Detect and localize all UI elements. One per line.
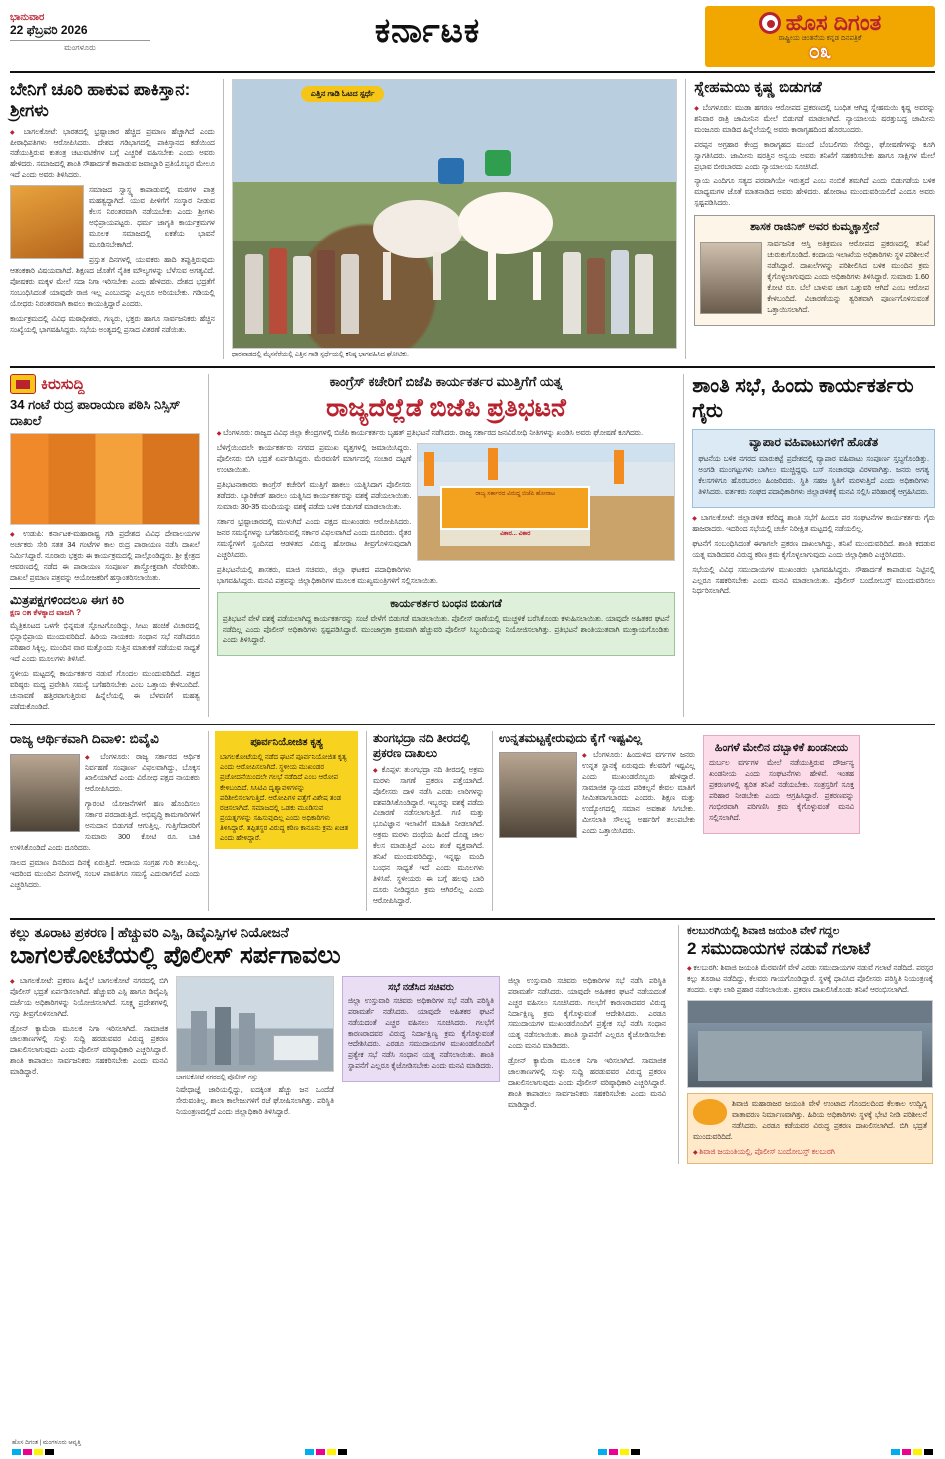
brand-logo [705, 6, 935, 67]
flag-shape [488, 448, 498, 480]
bottom-col-4 [508, 976, 666, 1122]
left-story-body-1: ◆ ಬಾಗಲಕೋಟೆ: ಭಾರತದಲ್ಲಿ ಭ್ರಷ್ಟಾಚಾರ ಹೆಚ್ಚಿದ ಪ್ರಮಾಣ ಹೆಚ್ಚಾಗಿದೆ ಎಂದು ಪೀಠಾಧಿಪತಿಗಳು ಆರೋಪಿಸಿದರು. ದೇಶದ ಗಡಿಭಾಗದಲ್ಲಿ ಪಾಕಿಸ್ತಾನದ ಕಡೆಯಿಂದ ನಡೆಯುತ್ತಿರುವ ಕುತಂತ್ರ ಚಟುವಟಿಕೆಗಳ ಬಗ್ಗೆ ಎಚ್ಚರಿಕೆ ವಹಿಸಬೇಕು ಎಂದು ಅವರು ಹೇಳಿದರು. ಸಮಾಜದಲ್ಲಿ ಶಾಂತಿ ಸೌಹಾರ್ದತೆ ಕಾಪಾಡುವ ಜವಾಬ್ದಾರಿ ಪ್ರತಿಯೊಬ್ಬರ ಮೇಲೂ ಇದೆ ಎಂದು ಅವರು ತಿಳಿಸಿದರು. [10, 127, 215, 182]
bottom-section [10, 918, 935, 1164]
lead-photo [232, 79, 678, 349]
bottom-body-5: ಡ್ರೋನ್ ಕ್ಯಾಮೆರಾ ಮೂಲಕ ನಿಗಾ ಇರಿಸಲಾಗಿದೆ. ಸಾಮಾಜಿಕ ಜಾಲತಾಣಗಳಲ್ಲಿ ಸುಳ್ಳು ಸುದ್ದಿ ಹರಡುವವರ ವಿರುದ್ಧ ಪ್ರಕರಣ ದಾಖಲಿಸಲಾಗುವುದು ಎಂದು ಪೊಲೀಸ್ ವರಿಷ್ಠಾಧಿಕಾರಿ ಎಚ್ಚರಿಸಿದ್ದಾರೆ. ಶಾಂತಿ ಕಾಪಾಡಲು ಸಾರ್ವಜನಿಕರು ಸಹಕರಿಸಬೇಕು ಎಂದು ಮನವಿ ಮಾಡಿದ್ದಾರೆ. [508, 1056, 666, 1110]
left-story-body-4: ಕಾರ್ಯಕ್ರಮದಲ್ಲಿ ವಿವಿಧ ಮಠಾಧೀಶರು, ಗಣ್ಯರು, ಭಕ್ತರು ಹಾಗೂ ಸಾರ್ವಜನಿಕರು ಹೆಚ್ಚಿನ ಸಂಖ್ಯೆಯಲ್ಲಿ ಭಾಗವಹಿಸಿದ್ದರು. ಸಭೆಯ ಅಂತ್ಯದಲ್ಲಿ ಪ್ರಸಾದ ವಿತರಣೆ ನಡೆಯಿತು. [10, 313, 215, 334]
brand-name: ಹೊಸ ದಿಗಂತ [785, 10, 882, 35]
lower-4-pink-text: ದುರ್ಬಲ ವರ್ಗಗಳ ಮೇಲೆ ನಡೆಯುತ್ತಿರುವ ದೌರ್ಜನ್ಯ ಖಂಡನೀಯ ಎಂದು ಸಂಘಟನೆಗಳು ಹೇಳಿವೆ. ಇಂತಹ ಪ್ರಕರಣಗಳಲ್ಲಿ ತ್ವರಿತ ತನಿಖೆ ನಡೆಯಬೇಕು. ಸಂತ್ರಸ್ತರಿಗೆ ಸೂಕ್ತ ಪರಿಹಾರ ನೀಡಬೇಕು ಎಂದು ಆಗ್ರಹಿಸಿದ್ದಾರೆ. ಪ್ರಕರಣವನ್ನು ಗಂಭೀರವಾಗಿ ಪರಿಗಣಿಸಿ ಕ್ರಮ ಕೈಗೊಳ್ಳುವಂತೆ ಮನವಿ ಸಲ್ಲಿಸಲಾಗಿದೆ. [709, 757, 854, 822]
crowd-figure [563, 252, 581, 334]
mid-right-body-3: ಸಭೆಯಲ್ಲಿ ವಿವಿಧ ಸಮುದಾಯಗಳ ಮುಖಂಡರು ಭಾಗವಹಿಸಿದ್ದರು. ಸೌಹಾರ್ದತೆ ಕಾಪಾಡುವ ನಿಟ್ಟಿನಲ್ಲಿ ಎಲ್ಲರೂ ಸಹಕರಿಸಬೇಕು ಎಂದು ಮನವಿ ಮಾಡಲಾಯಿತು. ಪೊಲೀಸ್ ಬಂದೋಬಸ್ತ್ ಮುಂದುವರಿಸಲು ನಿರ್ಧರಿಸಲಾಗಿದೆ. [692, 564, 935, 596]
rider-figure [485, 150, 511, 176]
lower-3-body: ◆ ಕೊಪ್ಪಳ: ತುಂಗಭದ್ರಾ ನದಿ ತೀರದಲ್ಲಿ ಅಕ್ರಮ ಮರಳು ಸಾಗಣೆ ಪ್ರಕರಣ ಪತ್ತೆಯಾಗಿದೆ. ಪೊಲೀಸರು ದಾಳಿ ನಡೆಸಿ ಎರಡು ಲಾರಿಗಳನ್ನು ವಶಪಡಿಸಿಕೊಂಡಿದ್ದಾರೆ. ಇಬ್ಬರನ್ನು ವಶಕ್ಕೆ ಪಡೆದು ವಿಚಾರಣೆ ನಡೆಸಲಾಗುತ್ತಿದೆ. ಗಣಿ ಮತ್ತು ಭೂವಿಜ್ಞಾನ ಇಲಾಖೆಗೆ ಮಾಹಿತಿ ನೀಡಲಾಗಿದೆ. ಅಕ್ರಮ ಮರಳು ದಂಧೆಯ ಹಿಂದೆ ದೊಡ್ಡ ಜಾಲ ಕೆಲಸ ಮಾಡುತ್ತಿದೆ ಎಂಬ ಶಂಕೆ ವ್ಯಕ್ತವಾಗಿದೆ. ತನಿಖೆ ಮುಂದುವರಿದಿದ್ದು, ಇನ್ನಷ್ಟು ಮಂದಿ ಬಂಧನ ಸಾಧ್ಯತೆ ಇದೆ ಎಂದು ಮೂಲಗಳು ತಿಳಿಸಿವೆ. ಸ್ಥಳೀಯರು ಈ ಬಗ್ಗೆ ಹಲವು ಬಾರಿ ದೂರು ನೀಡಿದ್ದರೂ ಕ್ರಮ ಆಗಿರಲಿಲ್ಲ ಎಂದು ಆರೋಪಿಸಿದ್ದಾರೆ. [373, 765, 484, 907]
mid-left-sub-body: ಮೈತ್ರಿಕೂಟದ ಒಳಗೇ ಭಿನ್ನಮತ ಸ್ಫೋಟಗೊಂಡಿದ್ದು, ಸೀಟು ಹಂಚಿಕೆ ವಿಚಾರದಲ್ಲಿ ಭಿನ್ನಾಭಿಪ್ರಾಯ ಮುಂದುವರಿದಿದೆ. ಹಿರಿಯ ನಾಯಕರು ಸಂಧಾನ ಸಭೆ ನಡೆಸಿದರೂ ಪರಿಹಾರ ಸಿಕ್ಕಿಲ್ಲ. ಮುಂದಿನ ವಾರ ಮತ್ತೊಂದು ಸುತ್ತಿನ ಮಾತುಕತೆ ನಡೆಯುವ ಸಾಧ್ಯತೆ ಇದೆ ಎಂದು ಮೂಲಗಳು ತಿಳಿಸಿವೆ. [10, 621, 200, 663]
bottom-photo-caption: ಬಾಗಲಕೋಟೆ ನಗರದಲ್ಲಿ ಪೊಲೀಸ್ ಗಸ್ತು [176, 1073, 258, 1081]
crowd-figure [611, 250, 629, 334]
lower-2-box-text: ಬಾಗಲಕೋಟೆಯಲ್ಲಿ ನಡೆದ ಘಟನೆ ಪೂರ್ವನಿಯೋಜಿತ ಕೃತ್ಯ ಎಂದು ಆರೋಪಿಸಲಾಗಿದೆ. ಸ್ಥಳೀಯ ಮುಖಂಡರ ಪ್ರಚೋದನೆಯಿಂದಲೇ ಗಲಭೆ ನಡೆದಿದೆ ಎಂಬ ಆರೋಪ ಕೇಳಿಬಂದಿದೆ. ಸಿಸಿಟಿವಿ ದೃಶ್ಯಾವಳಿಗಳನ್ನು ಪರಿಶೀಲಿಸಲಾಗುತ್ತಿದೆ. ಆರೋಪಿಗಳ ಪತ್ತೆಗೆ ವಿಶೇಷ ತಂಡ ರಚಿಸಲಾಗಿದೆ. ಸಮಾಜದಲ್ಲಿ ಒಡಕು ಮೂಡಿಸುವ ಪ್ರಯತ್ನಗಳನ್ನು ಸಹಿಸುವುದಿಲ್ಲ ಎಂದು ಅಧಿಕಾರಿಗಳು ತಿಳಿಸಿದ್ದಾರೆ. ತಪ್ಪಿತಸ್ಥರ ವಿರುದ್ಧ ಕಠಿಣ ಕಾನೂನು ಕ್ರಮ ಖಚಿತ ಎಂದು ಹೇಳಿದ್ದಾರೆ. [220, 754, 349, 843]
mid-right-body-2: ಘಟನೆಗೆ ಸಂಬಂಧಿಸಿದಂತೆ ಈಗಾಗಲೇ ಪ್ರಕರಣ ದಾಖಲಾಗಿದ್ದು, ತನಿಖೆ ಮುಂದುವರಿದಿದೆ. ಶಾಂತಿ ಕದಡುವ ಯತ್ನ ಮಾಡಿದವರ ವಿರುದ್ಧ ಕಠಿಣ ಕ್ರಮ ಕೈಗೊಳ್ಳಲಾಗುವುದು ಎಂದು ಜಿಲ್ಲಾಧಿಕಾರಿ ಎಚ್ಚರಿಸಿದರು. [692, 538, 935, 559]
person-portrait [700, 242, 762, 314]
lower-col-2 [208, 731, 358, 911]
lower-2-box [215, 731, 358, 850]
crowd-figure [293, 256, 311, 334]
mid-center-body-3: ಪ್ರತಿಭಟನಾಕಾರರು ಕಾಂಗ್ರೆಸ್ ಕಚೇರಿಗೆ ಮುತ್ತಿಗೆ ಹಾಕಲು ಯತ್ನಿಸಿದಾಗ ಪೊಲೀಸರು ತಡೆದರು. ಬ್ಯಾರಿಕೇಡ್ ಹಾರಲು ಯತ್ನಿಸಿದ ಕಾರ್ಯಕರ್ತರನ್ನು ವಶಕ್ಕೆ ಪಡೆಯಲಾಯಿತು. ಸುಮಾರು 30-35 ಮಂದಿಯನ್ನು ವಶಕ್ಕೆ ಪಡೆದು ಬಳಿಕ ಬಿಡುಗಡೆ ಮಾಡಲಾಯಿತು. [216, 480, 412, 512]
photo-tag: ಎತ್ತಿನ ಗಾಡಿ ಓಟದ ಸ್ಪರ್ಧೆ [301, 86, 385, 102]
right-sub-box-text: ಸಾರ್ವಜನಿಕ ಆಸ್ತಿ ಅತಿಕ್ರಮಣ ಆರೋಪದ ಪ್ರಕರಣದಲ್ಲಿ ತನಿಖೆ ಚುರುಕುಗೊಂಡಿದೆ. ಕಂದಾಯ ಇಲಾಖೆಯ ಅಧಿಕಾರಿಗಳು ಸ್ಥಳ ಪರಿಶೀಲನೆ ನಡೆಸಿದ್ದಾರೆ. ದಾಖಲೆಗಳನ್ನು ಪರಿಶೀಲಿಸಿದ ಬಳಿಕ ಮುಂದಿನ ಕ್ರಮ ಕೈಗೊಳ್ಳಲಾಗುವುದು ಎಂದು ಅಧಿಕಾರಿಗಳು ತಿಳಿಸಿದ್ದಾರೆ. ಸುಮಾರು 1.60 ಕೋಟಿ ರೂ. ಬೆಲೆ ಬಾಳುವ ಜಾಗ ಒತ್ತುವರಿ ಆಗಿದೆ ಎಂಬ ಆರೋಪ ಕೇಳಿಬಂದಿದೆ. ವಿಚಾರಣೆಯನ್ನು ತ್ವರಿತವಾಗಿ ಪೂರ್ಣಗೊಳಿಸುವಂತೆ ಒತ್ತಾಯಿಸಲಾಗಿದೆ. [767, 239, 929, 314]
mid-right-column [683, 374, 935, 716]
lower-col-3 [366, 731, 484, 911]
mid-center-body-1: ◆ ಬೆಂಗಳೂರು: ರಾಜ್ಯದ ವಿವಿಧ ಜಿಲ್ಲಾ ಕೇಂದ್ರಗಳಲ್ಲಿ ಬಿಜೆಪಿ ಕಾರ್ಯಕರ್ತರು ಬೃಹತ್ ಪ್ರತಿಭಟನೆ ನಡೆಸಿದರು. ರಾಜ್ಯ ಸರ್ಕಾರದ ಜನವಿರೋಧಿ ನೀತಿಗಳನ್ನು ಖಂಡಿಸಿ ಅವರು ಘೋಷಣೆ ಕೂಗಿದರು. [217, 428, 675, 439]
right-column [685, 79, 935, 359]
lower-1-body-2: ಗ್ಯಾರಂಟಿ ಯೋಜನೆಗಳಿಗೆ ಹಣ ಹೊಂದಿಸಲು ಸರ್ಕಾರ ಪರದಾಡುತ್ತಿದೆ. ಅಭಿವೃದ್ಧಿ ಕಾಮಗಾರಿಗಳಿಗೆ ಅನುದಾನ ಬಿಡುಗಡೆ ಆಗುತ್ತಿಲ್ಲ. ಗುತ್ತಿಗೆದಾರರಿಗೆ ಸುಮಾರು 300 ಕೋಟಿ ರೂ. ಬಾಕಿ ಉಳಿಸಿಕೊಂಡಿದೆ ಎಂದು ದೂರಿದರು. [10, 799, 200, 853]
mid-center-body-4: ಸರ್ಕಾರ ಭ್ರಷ್ಟಾಚಾರದಲ್ಲಿ ಮುಳುಗಿದೆ ಎಂದು ಪಕ್ಷದ ಮುಖಂಡರು ಆರೋಪಿಸಿದರು. ಜನರ ಸಮಸ್ಯೆಗಳನ್ನು ಬಗೆಹರಿಸುವಲ್ಲಿ ಸರ್ಕಾರ ವಿಫಲವಾಗಿದೆ ಎಂದು ದೂರಿದರು. ರೈತರ ಸಮಸ್ಯೆಗಳಿಗೆ ಸ್ಪಂದಿಸದ ಆಡಳಿತದ ವಿರುದ್ಧ ಹೋರಾಟ ತೀವ್ರಗೊಳಿಸುವುದಾಗಿ ಎಚ್ಚರಿಸಿದರು. [216, 516, 412, 559]
center-column [223, 79, 678, 359]
protest-banner-sub: ವಿಕಾರ... ವಿಕಾರ [440, 530, 590, 546]
bottom-col-2 [176, 976, 334, 1122]
bottom-left [10, 925, 670, 1164]
color-bar-group [891, 1449, 933, 1455]
bottom-right-credit: ◆ ಶಿವಾಜಿ ಜಯಂತಿಯಲ್ಲಿ, ಪೊಲೀಸ್ ಬಂದೋಬಸ್ತ್ ಕಲಬುರಗಿ [693, 1147, 927, 1158]
flag-shape [614, 450, 624, 484]
page-number: ೦೩ [808, 41, 832, 63]
mid-left-sub-headline: ಮಿತ್ರಪಕ್ಷಗಳಿಂದಲೂ ಈಗ ಕಿರಿ [10, 588, 200, 608]
mid-center-column [208, 374, 675, 716]
publication-date: 22 ಫೆಬ್ರವರಿ 2026 [10, 23, 150, 41]
leader-portrait [10, 754, 80, 832]
mid-center-body-2: ಬೆಳಿಗ್ಗೆಯಿಂದಲೇ ಕಾರ್ಯಕರ್ತರು ನಗರದ ಪ್ರಮುಖ ವೃತ್ತಗಳಲ್ಲಿ ಜಮಾಯಿಸಿದ್ದರು. ಪೊಲೀಸರು ಬಿಗಿ ಭದ್ರತೆ ಏರ್ಪಡಿಸಿದ್ದರು. ಮೆರವಣಿಗೆ ಮಾರ್ಗದಲ್ಲಿ ಸಂಚಾರ ದಟ್ಟಣೆ ಉಂಟಾಯಿತು. [216, 443, 412, 475]
mid-left-body: ◆ ಉಡುಪಿ: ಕರ್ನಾಟಕ-ಮಹಾರಾಷ್ಟ್ರ ಗಡಿ ಪ್ರದೇಶದ ವಿವಿಧ ದೇವಾಲಯಗಳ ಅರ್ಚಕರು ಸೇರಿ ಸತತ 34 ಗಂಟೆಗಳ ಕಾಲ ರುದ್ರ ಪಾರಾಯಣ ನಡೆಸಿ ದಾಖಲೆ ನಿರ್ಮಿಸಿದ್ದಾರೆ. ನೂರಾರು ಭಕ್ತರು ಈ ಕಾರ್ಯಕ್ರಮದಲ್ಲಿ ಪಾಲ್ಗೊಂಡಿದ್ದರು. ಶ್ರೀ ಕ್ಷೇತ್ರದ ಆವರಣದಲ್ಲಿ ನಡೆದ ಈ ಪಾರಾಯಣ ಸಂಪೂರ್ಣ ಶಾಸ್ತ್ರೋಕ್ತವಾಗಿ ನೆರವೇರಿತು. ದಾಖಲೆ ಪ್ರಮಾಣ ಪತ್ರವನ್ನು ಆಯೋಜಕರಿಗೆ ಹಸ್ತಾಂತರಿಸಲಾಯಿತು. [10, 529, 200, 584]
bottom-kicker: ಕಲ್ಲು ತೂರಾಟ ಪ್ರಕರಣ | ಹೆಚ್ಚುವರಿ ಎಸ್ಪಿ, ಡಿವೈಎಸ್ಪಿಗಳ ನಿಯೋಜನೆ [10, 924, 289, 940]
bottom-headline: ಬಾಗಲಕೋಟೆಯಲ್ಲಿ ಪೊಲೀಸ್ ಸರ್ಪಗಾವಲು [10, 941, 341, 969]
police-figure [191, 1011, 207, 1065]
right-sub-box-title: ಶಾಸಕ ರಾಜಿನಿಕ್ ಅವರ ಕುಮ್ಮಕ್ಕಾಸ್ತೇನೆ [750, 221, 880, 234]
crowd-figure [587, 258, 605, 334]
bottom-body-4: ಜಿಲ್ಲಾ ಉಸ್ತುವಾರಿ ಸಚಿವರು ಅಧಿಕಾರಿಗಳ ಸಭೆ ನಡೆಸಿ ಪರಿಸ್ಥಿತಿ ಪರಾಮರ್ಶೆ ನಡೆಸಿದರು. ಯಾವುದೇ ಅಹಿತಕರ ಘಟನೆ ನಡೆಯದಂತೆ ಎಚ್ಚರ ವಹಿಸಲು ಸೂಚಿಸಿದರು. ಗಲಭೆಗೆ ಕಾರಣರಾದವರ ವಿರುದ್ಧ ನಿರ್ದಾಕ್ಷಿಣ್ಯ ಕ್ರಮ ಕೈಗೊಳ್ಳುವಂತೆ ಆದೇಶಿಸಿದರು. ಎರಡೂ ಸಮುದಾಯಗಳ ಮುಖಂಡರೊಂದಿಗೆ ಪ್ರತ್ಯೇಕ ಸಭೆ ನಡೆಸಿ ಸಂಧಾನ ಯತ್ನ ನಡೆಸಲಾಯಿತು. ಶಾಂತಿ ಸ್ಥಾಪನೆಗೆ ಎಲ್ಲರೂ ಕೈಜೋಡಿಸಬೇಕು ಎಂದು ಮನವಿ ಮಾಡಿದರು. [508, 975, 666, 1051]
mid-center-sub-box-text: ಪ್ರತಿಭಟನೆ ವೇಳೆ ವಶಕ್ಕೆ ಪಡೆಯಲಾಗಿದ್ದ ಕಾರ್ಯಕರ್ತರನ್ನು ಸಂಜೆ ವೇಳೆಗೆ ಬಿಡುಗಡೆ ಮಾಡಲಾಯಿತು. ಪೊಲೀಸ್ ಠಾಣೆಯಲ್ಲಿ ಮುಚ್ಚಳಿಕೆ ಬರೆಸಿಕೊಂಡು ಕಳುಹಿಸಲಾಯಿತು. ಯಾವುದೇ ಅಹಿತಕರ ಘಟನೆ ನಡೆದಿಲ್ಲ ಎಂದು ಪೊಲೀಸ್ ಅಧಿಕಾರಿಗಳು ಸ್ಪಷ್ಟಪಡಿಸಿದ್ದಾರೆ. ಮುಂಜಾಗ್ರತಾ ಕ್ರಮವಾಗಿ ಹೆಚ್ಚುವರಿ ಪೊಲೀಸ್ ಸಿಬ್ಬಂದಿಯನ್ನು ನಿಯೋಜಿಸಲಾಗಿತ್ತು. ಪ್ರತಿಭಟನೆ ಶಾಂತಿಯುತವಾಗಿ ಮುಕ್ತಾಯಗೊಂಡಿತು ಎಂದು ತಿಳಿಸಿದ್ದಾರೆ. [222, 613, 670, 645]
footer-note: ಹೊಸ ದಿಗಂತ | ಮಂಗಳೂರು ಆವೃತ್ತಿ [12, 1440, 81, 1446]
date-block [10, 6, 150, 53]
brand-tagline: ರಾಷ್ಟ್ರೀಯ ಚಿಂತನೆಯ ಕನ್ನಡ ದಿನಪತ್ರಿಕೆ [778, 35, 862, 42]
rider-figure [438, 158, 464, 184]
mid-left-sub-body-2: ಸ್ಥಳೀಯ ಮಟ್ಟದಲ್ಲಿ ಕಾರ್ಯಕರ್ತರ ನಡುವೆ ಗೊಂದಲ ಮುಂದುವರಿದಿದೆ. ಪಕ್ಷದ ವರಿಷ್ಠರು ಮಧ್ಯ ಪ್ರವೇಶಿಸಿ ಸಮಸ್ಯೆ ಬಗೆಹರಿಸಬೇಕು ಎಂಬ ಒತ್ತಾಯ ಕೇಳಿಬಂದಿದೆ. ಚುನಾವಣೆ ಹತ್ತಿರವಾಗುತ್ತಿರುವ ಹಿನ್ನೆಲೆಯಲ್ಲಿ ಈ ಬೆಳವಣಿಗೆ ಮಹತ್ವ ಪಡೆದುಕೊಂಡಿದೆ. [10, 668, 200, 711]
protest-banner-text: ರಾಜ್ಯ ಸರ್ಕಾರದ ವಿರುದ್ಧ ಬಿಜೆಪಿ ಹೋರಾಟ [475, 491, 556, 498]
bull-leg [533, 252, 541, 300]
bottom-right [678, 925, 933, 1164]
mid-center-sub-box-title: ಕಾರ್ಯಕರ್ತರ ಬಂಧನ ಬಿಡುಗಡೆ [390, 597, 502, 610]
lower-2-box-title: ಪೂರ್ವನಿಯೋಜಿತ ಕೃತ್ಯ [250, 736, 323, 748]
bull-leg [383, 252, 391, 300]
lower-4-headline: ಉನ್ನತಮಟ್ಟಕ್ಕೇರುವುದು ಕೈಗೆ ಇಷ್ಟವಿಲ್ಲ [499, 730, 643, 745]
police-photo [176, 976, 334, 1072]
crowd-figure [269, 248, 287, 334]
lead-photo-caption: ಧಾರವಾಡದಲ್ಲಿ ಮೈಸನೆರೆಯಲ್ಲಿ ಎತ್ತಿನ ಗಾಡಿ ಸ್ಪರ್ಧೆಯಲ್ಲಿ ಕನಿಷ್ಠ ಭಾಗವಹಿಸಿದ ಘೋಟಿಕು. [231, 351, 409, 358]
megaphone-icon [10, 374, 36, 394]
bottom-purple-box [342, 976, 500, 1083]
crowd-figure [635, 254, 653, 334]
police-vehicle [273, 1035, 319, 1061]
sun-icon [759, 12, 781, 34]
mid-right-body-1: ◆ ಬಾಗಲಕೋಟೆ: ಜಿಲ್ಲಾಡಳಿತ ಕರೆದಿದ್ದ ಶಾಂತಿ ಸಭೆಗೆ ಹಿಂದೂ ಪರ ಸಂಘಟನೆಗಳ ಕಾರ್ಯಕರ್ತರು ಗೈರು ಹಾಜರಾದರು. ಇದರಿಂದ ಸಭೆಯಲ್ಲಿ ಚರ್ಚೆ ನಿರೀಕ್ಷಿತ ಮಟ್ಟದಲ್ಲಿ ನಡೆಯಲಿಲ್ಲ. [692, 513, 935, 535]
bottom-body-2: ಡ್ರೋನ್ ಕ್ಯಾಮೆರಾ ಮೂಲಕ ನಿಗಾ ಇರಿಸಲಾಗಿದೆ. ಸಾಮಾಜಿಕ ಜಾಲತಾಣಗಳಲ್ಲಿ ಸುಳ್ಳು ಸುದ್ದಿ ಹರಡುವವರ ವಿರುದ್ಧ ಪ್ರಕರಣ ದಾಖಲಿಸಲಾಗುವುದು ಎಂದು ಪೊಲೀಸ್ ವರಿಷ್ಠಾಧಿಕಾರಿ ಎಚ್ಚರಿಸಿದ್ದಾರೆ. ಶಾಂತಿ ಕಾಪಾಡಲು ಸಾರ್ವಜನಿಕರು ಸಹಕರಿಸಬೇಕು ಎಂದು ಮನವಿ ಮಾಡಿದ್ದಾರೆ. [10, 1023, 168, 1077]
lower-1-body-3: ಸಾಲದ ಪ್ರಮಾಣ ದಿನದಿಂದ ದಿನಕ್ಕೆ ಏರುತ್ತಿದೆ. ಆದಾಯ ಸಂಗ್ರಹ ಗುರಿ ತಲುಪಿಲ್ಲ. ಇದರಿಂದ ಮುಂದಿನ ದಿನಗಳಲ್ಲಿ ಸಂಬಳ ಪಾವತಿಗೂ ಸಮಸ್ಯೆ ಎದುರಾಗಲಿದೆ ಎಂದು ಎಚ್ಚರಿಸಿದರು. [10, 858, 200, 889]
right-sub-box [694, 215, 935, 325]
top-section [10, 79, 935, 359]
clash-photo [687, 1000, 933, 1088]
bull-leg [488, 252, 496, 300]
mid-left-headline: 34 ಗಂಟೆ ರುದ್ರ ಪಾರಾಯಣ ಪಠಿಸಿ ನಿಸ್ಸಿಸ್ ದಾಖಲೆ [10, 397, 181, 429]
mid-right-headline: ಶಾಂತಿ ಸಭೆ, ಹಿಂದು ಕಾರ್ಯಕರ್ತರು ಗೈರು [692, 375, 914, 423]
right-story-body-1: ◆ ಬೆಂಗಳೂರು: ಮುಡಾ ಹಗರಣ ಆರೋಪದ ಪ್ರಕರಣದಲ್ಲಿ ಬಂಧಿತ ಆಗಿದ್ದ ಸ್ನೇಹಮಯಿ ಕೃಷ್ಣ ಅವರನ್ನು ಶನಿವಾರ ರಾತ್ರಿ ಜಾಮೀನಿನ ಮೇಲೆ ಬಿಡುಗಡೆ ಮಾಡಲಾಗಿದೆ. ನ್ಯಾಯಾಲಯ ಷರತ್ತುಬದ್ಧ ಜಾಮೀನು ಮಂಜೂರು ಮಾಡಿದ ಹಿನ್ನೆಲೆಯಲ್ಲಿ ಅವರು ಕಾರಾಗೃಹದಿಂದ ಹೊರಬಂದರು. [694, 103, 935, 136]
protest-banner [440, 486, 590, 530]
page-title: ಕರ್ನಾಟಕ [374, 12, 481, 50]
bottom-body-3: ನಿಷೇಧಾಜ್ಞೆ ಜಾರಿಯಲ್ಲಿದ್ದು, ಐದಕ್ಕಿಂತ ಹೆಚ್ಚು ಜನ ಒಂದೆಡೆ ಸೇರುವಂತಿಲ್ಲ. ಶಾಲಾ ಕಾಲೇಜುಗಳಿಗೆ ರಜೆ ಘೋಷಿಸಲಾಗಿತ್ತು. ಪರಿಸ್ಥಿತಿ ನಿಯಂತ್ರಣದಲ್ಲಿದೆ ಎಂದು ಜಿಲ್ಲಾಧಿಕಾರಿ ತಿಳಿಸಿದ್ದಾರೆ. [176, 1085, 334, 1117]
kirusuddi-label: ಕಿರುಸುದ್ದಿ [41, 375, 85, 393]
crowd-figure [245, 254, 263, 334]
lower-4-pink-title: ಹಿಂಗಳೆ ಮೇಲಿನ ದಬ್ಬಾಳಿಕೆ ಖಂಡನೀಯ [714, 741, 849, 754]
monks-photo [10, 433, 200, 525]
mid-right-box-title: ವ್ಯಾಪಾರ ವಹಿವಾಟುಗಳಿಗೆ ಹೊಡೆತ [749, 435, 879, 450]
bottom-right-box [687, 1093, 933, 1164]
left-story-body-2: ಸಮಾಜದ ಸ್ವಾಸ್ಥ್ಯ ಕಾಪಾಡುವಲ್ಲಿ ಮಠಗಳ ಪಾತ್ರ ಮಹತ್ವದ್ದಾಗಿದೆ. ಯುವ ಪೀಳಿಗೆಗೆ ಸಂಸ್ಕಾರ ನೀಡುವ ಕೆಲಸ ನಿರಂತರವಾಗಿ ನಡೆಯಬೇಕು ಎಂದು ಶ್ರೀಗಳು ಅಭಿಪ್ರಾಯಪಟ್ಟರು. ಧರ್ಮ ಜಾಗೃತಿ ಕಾರ್ಯಕ್ರಮಗಳ ಮೂಲಕ ಸಮಾಜದಲ್ಲಿ ಏಕತೆಯ ಭಾವನೆ ಮೂಡಿಸಬೇಕಾಗಿದೆ. [89, 185, 215, 249]
lower-4-pink-box [703, 735, 860, 834]
mid-right-box [692, 429, 935, 507]
mid-center-kicker: ಕಾಂಗ್ರೆಸ್ ಕಚೇರಿಗೆ ಬಿಜೆಪಿ ಕಾರ್ಯಕರ್ತರ ಮುತ್ತಿಗೆಗೆ ಯತ್ನ [329, 374, 563, 390]
bottom-body-1: ◆ ಬಾಗಲಕೋಟೆ: ಪ್ರಕರಣ ಹಿನ್ನೆಲೆ ಬಾಗಲಕೋಟೆ ನಗರದಲ್ಲಿ ಬಿಗಿ ಪೊಲೀಸ್ ಭದ್ರತೆ ಏರ್ಪಡಿಸಲಾಗಿದೆ. ಹೆಚ್ಚುವರಿ ಎಸ್ಪಿ ಹಾಗೂ ಡಿವೈಎಸ್ಪಿ ದರ್ಜೆಯ ಅಧಿಕಾರಿಗಳನ್ನು ನಿಯೋಜಿಸಲಾಗಿದೆ. ಸೂಕ್ಷ್ಮ ಪ್ರದೇಶಗಳಲ್ಲಿ ಗಸ್ತು ತೀವ್ರಗೊಳಿಸಲಾಗಿದೆ. [10, 976, 168, 1020]
edition-city: ಮಂಗಳೂರು [64, 43, 96, 52]
bottom-col-1 [10, 976, 168, 1122]
crowd-figure [317, 250, 335, 334]
lower-section [10, 724, 935, 911]
bull-shape [458, 192, 553, 254]
saint-photo [10, 185, 84, 259]
lower-4-body: ◆ ಬೆಂಗಳೂರು: ಹಿಂದುಳಿದ ವರ್ಗಗಳ ಜನರು ಉನ್ನತ ಸ್ಥಾನಕ್ಕೆ ಏರುವುದು ಕೆಲವರಿಗೆ ಇಷ್ಟವಿಲ್ಲ ಎಂದು ಮುಖಂಡರೊಬ್ಬರು ಹೇಳಿದ್ದಾರೆ. ಸಾಮಾಜಿಕ ನ್ಯಾಯದ ಪರಿಕಲ್ಪನೆ ಕೇವಲ ಮಾತಿಗೆ ಸೀಮಿತವಾಗಬಾರದು ಎಂದರು. ಶಿಕ್ಷಣ ಮತ್ತು ಉದ್ಯೋಗದಲ್ಲಿ ಸಮಾನ ಅವಕಾಶ ಸಿಗಬೇಕು. ಮೀಸಲಾತಿ ಸೌಲಭ್ಯ ಅರ್ಹರಿಗೆ ತಲುಪಬೇಕು ಎಂದು ಒತ್ತಾಯಿಸಿದರು. [499, 750, 695, 838]
crowd-figure [341, 254, 359, 334]
left-story-headline: ಬೇನಿಗೆ ಚೂರಿ ಹಾಕುವ ಪಾಕಿಸ್ತಾನ: ಶ್ರೀಗಳು [10, 80, 191, 121]
lower-col-1 [10, 731, 200, 911]
mid-left-sub-kicker: ಕ್ಷಣ ೦೫ ಕೆಳಕ್ಕಾದ ವಾಜಗಿ ? [10, 608, 82, 618]
right-story-body-2: ಪರಪ್ಪನ ಅಗ್ರಹಾರ ಕೇಂದ್ರ ಕಾರಾಗೃಹದ ಮುಂದೆ ಬೆಂಬಲಿಗರು ಸೇರಿದ್ದು, ಘೋಷಣೆಗಳನ್ನು ಕೂಗಿ ಸ್ವಾಗತಿಸಿದರು. ಜಾಮೀನು ಷರತ್ತಿನ ಅನ್ವಯ ಅವರು ತನಿಖೆಗೆ ಸಹಕರಿಸಬೇಕು ಹಾಗೂ ಸಾಕ್ಷಿಗಳ ಮೇಲೆ ಪ್ರಭಾವ ಬೀರಬಾರದು ಎಂದು ನ್ಯಾಯಾಲಯ ಸೂಚಿಸಿದೆ. [694, 139, 935, 171]
right-story-body-3: ನ್ಯಾಯ ಎಂದಿಗೂ ಸತ್ಯದ ಪರವಾಗಿಯೇ ಇರುತ್ತದೆ ಎಂಬ ನಂಬಿಕೆ ತಮಗಿದೆ ಎಂದು ಬಿಡುಗಡೆಯ ಬಳಿಕ ಮಾಧ್ಯಮಗಳ ಜೊತೆ ಮಾತನಾಡಿದ ಅವರು ಹೇಳಿದರು. ಹೋರಾಟ ಮುಂದುವರಿಯಲಿದೆ ಎಂದೂ ಅವರು ಸ್ಪಷ್ಟಪಡಿಸಿದರು. [694, 176, 935, 208]
protest-photo [417, 443, 675, 561]
left-story-body-3: ಪ್ರಸ್ತುತ ದಿನಗಳಲ್ಲಿ ಯುವಕರು ಹಾದಿ ತಪ್ಪುತ್ತಿರುವುದು ಆತಂಕಕಾರಿ ವಿಷಯವಾಗಿದೆ. ಶಿಕ್ಷಣದ ಜೊತೆಗೆ ನೈತಿಕ ಮೌಲ್ಯಗಳನ್ನು ಬೆಳೆಸುವ ಅಗತ್ಯವಿದೆ. ಪೋಷಕರು ಮಕ್ಕಳ ಮೇಲೆ ಸದಾ ನಿಗಾ ಇರಿಸಬೇಕು ಎಂದು ಹೇಳಿದರು. ದೇಶದ ಭದ್ರತೆಗೆ ಸಂಬಂಧಿಸಿದಂತೆ ಯಾವುದೇ ರಾಜಿ ಇಲ್ಲ ಎಂಬುದನ್ನು ಎಲ್ಲರೂ ಅರಿಯಬೇಕು. ಗಡಿಯಲ್ಲಿ ಯೋಧರು ನಿರಂತರವಾಗಿ ಕಾವಲು ಕಾಯುತ್ತಿದ್ದಾರೆ ಎಂದರು. [10, 254, 215, 308]
speaker-portrait [499, 752, 577, 838]
bottom-right-kicker: ಕಲಬುರಗಿಯಲ್ಲಿ ಶಿವಾಜಿ ಜಯಂತಿ ವೇಳೆ ಗದ್ದಲ [687, 924, 840, 937]
bull-shape [373, 200, 463, 258]
masthead [10, 6, 935, 73]
bottom-col-3 [342, 976, 500, 1122]
mid-center-headline: ರಾಜ್ಯದೆಲ್ಲೆಡೆ ಬಿಜೆಪಿ ಪ್ರತಿಭಟನೆ [326, 394, 566, 423]
bottom-right-box-text: ಶಿವಾಜಿ ಮಹಾರಾಜರ ಜಯಂತಿ ವೇಳೆ ಉಂಟಾದ ಗೊಂದಲದಿಂದ ಕೆಲಕಾಲ ಉದ್ವಿಗ್ನ ವಾತಾವರಣ ನಿರ್ಮಾಣವಾಗಿತ್ತು. ಹಿರಿಯ ಅಧಿಕಾರಿಗಳು ಸ್ಥಳಕ್ಕೆ ಭೇಟಿ ನೀಡಿ ಪರಿಶೀಲನೆ ನಡೆಸಿದರು. ಎರಡೂ ಕಡೆಯವರ ವಿರುದ್ಧ ಪ್ರಕರಣ ದಾಖಲಿಸಲಾಗಿದೆ. ಬಿಗಿ ಭದ್ರತೆ ಮುಂದುವರಿದಿದೆ. [693, 1099, 927, 1141]
color-bar-group [305, 1449, 347, 1455]
mid-right-box-text: ಘಟನೆಯ ಬಳಿಕ ನಗರದ ಮಾರುಕಟ್ಟೆ ಪ್ರದೇಶದಲ್ಲಿ ವ್ಯಾಪಾರ ವಹಿವಾಟು ಸಂಪೂರ್ಣ ಸ್ತಬ್ಧಗೊಂಡಿತ್ತು. ಅಂಗಡಿ ಮುಂಗಟ್ಟುಗಳು ಬಾಗಿಲು ಮುಚ್ಚಿದ್ದವು. ಬಸ್ ಸಂಚಾರವೂ ವಿರಳವಾಗಿತ್ತು. ಜನರು ಅಗತ್ಯ ಕೆಲಸಗಳಿಗೂ ಹೊರಬರಲು ಹಿಂಜರಿದರು. ಸ್ಥಿತಿ ಸಹಜ ಸ್ಥಿತಿಗೆ ಮರಳುತ್ತಿದೆ ಎಂದು ಅಧಿಕಾರಿಗಳು ತಿಳಿಸಿದರು. ವರ್ತಕರು ಸಂಘದ ಪದಾಧಿಕಾರಿಗಳು ಜಿಲ್ಲಾಡಳಿತಕ್ಕೆ ಮನವಿ ಸಲ್ಲಿಸಿ ಪರಿಹಾರಕ್ಕೆ ಆಗ್ರಹಿಸಿದರು. [698, 454, 929, 496]
color-registration-bars [0, 1449, 945, 1455]
color-bar-group [598, 1449, 640, 1455]
bottom-right-headline: 2 ಸಮುದಾಯಗಳ ನಡುವೆ ಗಲಾಟೆ [687, 938, 871, 958]
mid-center-sub-box [217, 592, 675, 657]
lower-1-body-1: ◆ ಬೆಂಗಳೂರು: ರಾಜ್ಯ ಸರ್ಕಾರದ ಆರ್ಥಿಕ ನಿರ್ವಹಣೆ ಸಂಪೂರ್ಣ ವಿಫಲವಾಗಿದ್ದು, ಬೊಕ್ಕಸ ಖಾಲಿಯಾಗಿದೆ ಎಂದು ವಿರೋಧ ಪಕ್ಷದ ನಾಯಕರು ಆರೋಪಿಸಿದರು. [10, 752, 200, 796]
flag-shape [424, 452, 434, 486]
mid-left-column [10, 374, 200, 716]
bottom-purple-title: ಸಭೆ ನಡೆಸಿದ ಸಚಿವರು [388, 981, 454, 993]
bull-leg [433, 252, 441, 300]
police-figure [215, 1007, 231, 1065]
mid-center-body-5: ಪ್ರತಿಭಟನೆಯಲ್ಲಿ ಶಾಸಕರು, ಮಾಜಿ ಸಚಿವರು, ಜಿಲ್ಲಾ ಘಟಕದ ಪದಾಧಿಕಾರಿಗಳು ಭಾಗವಹಿಸಿದ್ದರು. ಮನವಿ ಪತ್ರವನ್ನು ಜಿಲ್ಲಾಧಿಕಾರಿಗಳ ಮೂಲಕ ಮುಖ್ಯಮಂತ್ರಿಗಳಿಗೆ ಸಲ್ಲಿಸಲಾಯಿತು. [216, 564, 438, 585]
police-figure [239, 1013, 255, 1065]
day-of-week: ಭಾನುವಾರ [10, 12, 45, 23]
lower-col-4 [492, 731, 860, 911]
right-story-headline: ಸ್ನೇಹಮಯಿ ಕೃಷ್ಣ ಬಿಡುಗಡೆ [694, 79, 822, 96]
bottom-purple-text: ಜಿಲ್ಲಾ ಉಸ್ತುವಾರಿ ಸಚಿವರು ಅಧಿಕಾರಿಗಳ ಸಭೆ ನಡೆಸಿ ಪರಿಸ್ಥಿತಿ ಪರಾಮರ್ಶೆ ನಡೆಸಿದರು. ಯಾವುದೇ ಅಹಿತಕರ ಘಟನೆ ನಡೆಯದಂತೆ ಎಚ್ಚರ ವಹಿಸಲು ಸೂಚಿಸಿದರು. ಗಲಭೆಗೆ ಕಾರಣರಾದವರ ವಿರುದ್ಧ ನಿರ್ದಾಕ್ಷಿಣ್ಯ ಕ್ರಮ ಕೈಗೊಳ್ಳುವಂತೆ ಆದೇಶಿಸಿದರು. ಎರಡೂ ಸಮುದಾಯಗಳ ಮುಖಂಡರೊಂದಿಗೆ ಪ್ರತ್ಯೇಕ ಸಭೆ ನಡೆಸಿ ಸಂಧಾನ ಯತ್ನ ನಡೆಸಲಾಯಿತು. ಶಾಂತಿ ಸ್ಥಾಪನೆಗೆ ಎಲ್ಲರೂ ಕೈಜೋಡಿಸಬೇಕು ಎಂದು ಮನವಿ ಮಾಡಿದರು. [348, 995, 494, 1071]
left-column [10, 79, 215, 359]
bottom-right-body: ◆ ಕಲಬುರಗಿ: ಶಿವಾಜಿ ಜಯಂತಿ ಮೆರವಣಿಗೆ ವೇಳೆ ಎರಡು ಸಮುದಾಯಗಳ ನಡುವೆ ಗಲಾಟೆ ನಡೆದಿದೆ. ಪರಸ್ಪರ ಕಲ್ಲು ತೂರಾಟ ನಡೆದಿದ್ದು, ಕೆಲವರು ಗಾಯಗೊಂಡಿದ್ದಾರೆ. ಸ್ಥಳಕ್ಕೆ ಧಾವಿಸಿದ ಪೊಲೀಸರು ಪರಿಸ್ಥಿತಿ ನಿಯಂತ್ರಣಕ್ಕೆ ತಂದರು. ಲಘು ಲಾಠಿ ಪ್ರಹಾರ ನಡೆಸಲಾಯಿತು. ಪ್ರಕರಣ ದಾಖಲಿಸಿಕೊಂಡು ತನಿಖೆ ಆರಂಭಿಸಲಾಗಿದೆ. [687, 963, 933, 996]
mango-icon [693, 1099, 727, 1125]
color-bar-group [12, 1449, 54, 1455]
mid-section [10, 366, 935, 716]
kirusuddi-brand [10, 374, 200, 394]
lower-3-headline: ತುಂಗಭದ್ರಾ ನದಿ ತೀರದಲ್ಲಿ ಪ್ರಕರಣ ದಾಖಲು [373, 730, 470, 760]
lower-1-headline: ರಾಜ್ಯ ಆರ್ಥಿಕವಾಗಿ ದಿವಾಳಿ: ಬಿವೈವಿ [10, 730, 159, 746]
